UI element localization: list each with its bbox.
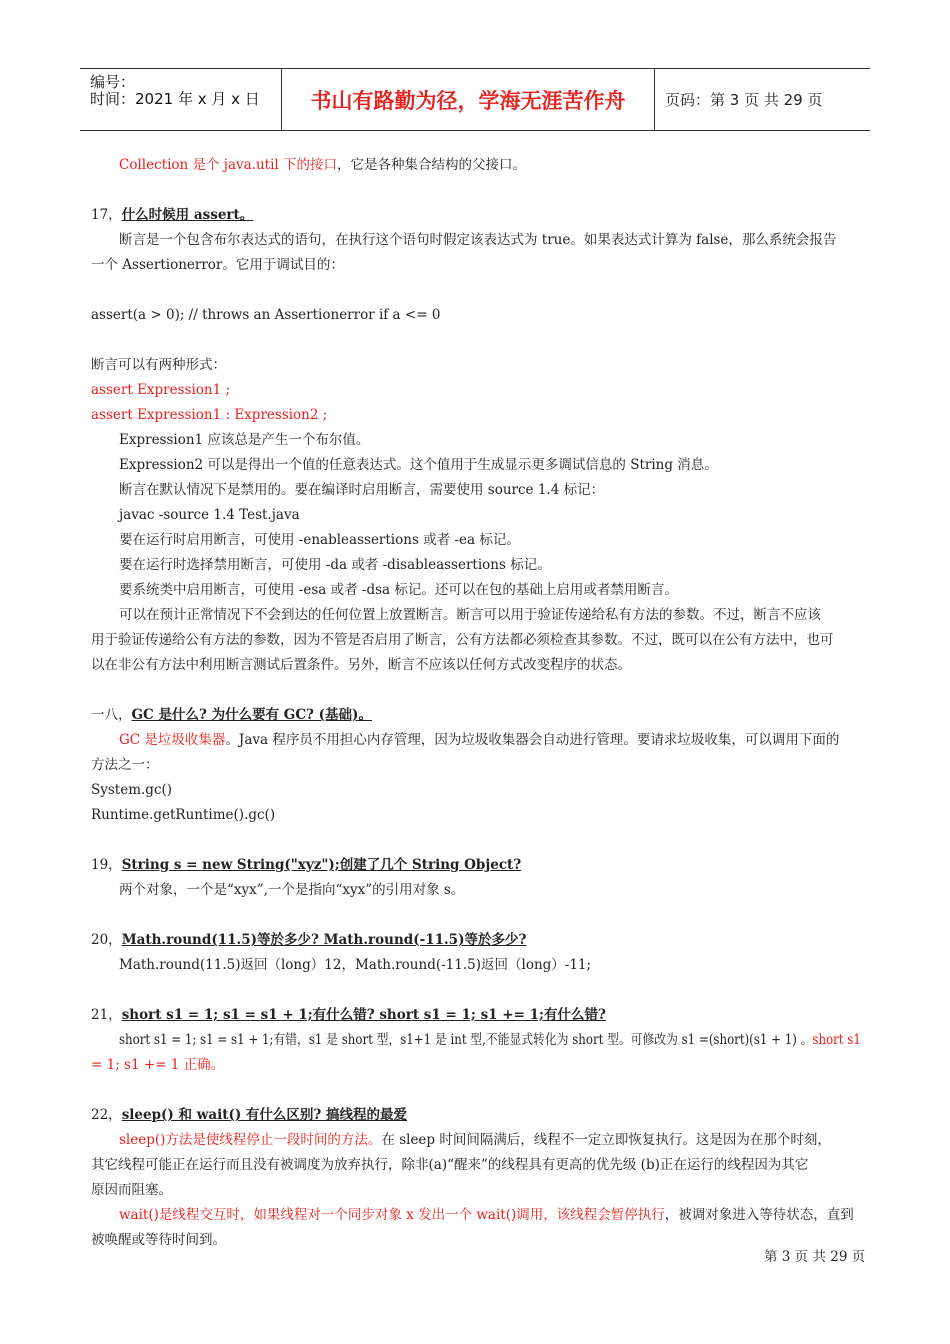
question-title: short s1 = 1; s1 = s1 + 1;有什么错? short s1 = 1; s1 += 1;有什么错? (121, 1007, 606, 1023)
paragraph-line: 其它线程可能正在运行而且没有被调度为放弃执行，除非(a)“醒来”的线程具有更高的优先级 (b)正在运行的线程因为其它 (91, 1157, 809, 1173)
paragraph-line: 用于验证传递给公有方法的参数，因为不管是否启用了断言，公有方法都必须检查其参数。不过，既可以在公有方法中，也可 (91, 632, 834, 648)
text-span: 。Java 程序员不用担心内存管理，因为垃圾收集器会自动进行管理。要请求垃圾收集，可以调用下面的 (225, 732, 840, 748)
header-meta (80, 69, 282, 130)
question-22-heading (91, 1103, 861, 1128)
question-21-heading (91, 1003, 861, 1028)
question-title: Math.round(11.5)等於多少? Math.round(-11.5)等於多少? (121, 932, 527, 948)
question-title: sleep() 和 wait() 有什么区别? 搞线程的最爱 (121, 1107, 408, 1123)
question-18-heading (91, 703, 861, 728)
question-number: 17， (91, 207, 122, 223)
paragraph-line: 要在运行时选择禁用断言，可使用 -da 或者 -disableassertions 标记。 (119, 557, 551, 573)
paragraph-line (119, 1128, 861, 1153)
text-span: 在 sleep 时间间隔满后，线程不一定立即恢复执行。这是因为在那个时刻， (381, 1132, 831, 1148)
doc-number-label: 编号： (90, 73, 136, 91)
paragraph-line: 方法之一： (91, 757, 159, 773)
paragraph-line: Expression2 可以是得出一个值的任意表达式。这个值用于生成显示更多调试信息的 String 消息。 (119, 457, 718, 473)
question-number: 20， (91, 932, 122, 948)
code-line: Runtime.getRuntime().gc() (91, 807, 276, 823)
question-17-heading (91, 203, 861, 228)
code-line: assert(a > 0); // throws an Assertionerror if a <= 0 (91, 307, 441, 323)
doc-date-label: 时间：2021 年 x 月 x 日 (90, 90, 260, 108)
page-header (80, 68, 870, 131)
text-span: ，它是各种集合结构的父接口。 (337, 157, 527, 173)
question-19-heading (91, 853, 861, 878)
code-line: assert Expression1 ; (91, 382, 231, 398)
paragraph-line: 断言是一个包含布尔表达式的语句，在执行这个语句时假定该表达式为 true。如果表达式计算为 false，那么系统会报告 (119, 232, 837, 248)
question-number: 19， (91, 857, 122, 873)
question-title: 什么时候用 assert。 (121, 207, 254, 223)
header-motto-cell (282, 69, 655, 130)
code-line: javac -source 1.4 Test.java (119, 507, 300, 523)
text-span: ，被调对象进入等待状态，直到 (664, 1207, 854, 1223)
highlight-text: sleep()方法是使线程停止一段时间的方法。 (119, 1132, 382, 1148)
code-line: System.gc() (91, 782, 173, 798)
highlight-text: short s1 (812, 1032, 861, 1048)
paragraph-line (119, 153, 861, 178)
paragraph-line: 一个 Assertionerror。它用于调试目的： (91, 257, 344, 273)
paragraph-line: Math.round(11.5)返回（long）12，Math.round(-11.5)返回（long）-11; (119, 957, 592, 973)
header-page-cell (655, 69, 870, 130)
paragraph-line (119, 1203, 861, 1228)
paragraph-line (119, 728, 861, 753)
question-20-heading (91, 928, 861, 953)
paragraph-line: 断言在默认情况下是禁用的。要在编译时启用断言，需要使用 source 1.4 标记： (119, 482, 605, 498)
paragraph-line (119, 1028, 861, 1053)
question-number: 22， (91, 1107, 122, 1123)
header-page-info: 页码：第 3 页 共 29 页 (665, 91, 823, 109)
paragraph-line: 两个对象，一个是“xyx”,一个是指向“xyx”的引用对象 s。 (119, 882, 465, 898)
paragraph-line: Expression1 应该总是产生一个布尔值。 (119, 432, 370, 448)
paragraph-line: 要在运行时启用断言，可使用 -enableassertions 或者 -ea 标记。 (119, 532, 520, 548)
highlight-text: wait()是线程交互时，如果线程对一个同步对象 x 发出一个 wait()调用，该线程会暂停执行 (119, 1207, 665, 1223)
paragraph-line: 可以在预计正常情况下不会到达的任何位置上放置断言。断言可以用于验证传递给私有方法的参数。不过，断言不应该 (119, 607, 821, 623)
paragraph-line: 以在非公有方法中利用断言测试后置条件。另外，断言不应该以任何方式改变程序的状态。 (91, 657, 631, 673)
page-footer: 第 3 页 共 29 页 (764, 1249, 866, 1265)
question-title: GC 是什么? 为什么要有 GC? (基础)。 (131, 707, 372, 723)
paragraph-line: 被唤醒或等待时间到。 (91, 1232, 226, 1248)
question-number: 21， (91, 1007, 122, 1023)
question-number: 一八， (91, 707, 132, 723)
paragraph-line: = 1; s1 += 1 正确。 (91, 1057, 225, 1073)
text-span: short s1 = 1; s1 = s1 + 1;有错，s1 是 short 型，s1+1 是 int 型,不能显式转化为 short 型。可修改为 s1 =(short)(s1 + 1) 。 (119, 1032, 813, 1048)
code-line: assert Expression1 : Expression2 ; (91, 407, 328, 423)
paragraph-line: 原因而阻塞。 (91, 1182, 172, 1198)
highlight-text: Collection 是个 java.util 下的接口 (119, 157, 338, 173)
highlight-text: GC 是垃圾收集器 (119, 732, 226, 748)
question-title: String s = new String("xyz");创建了几个 String Object? (121, 857, 522, 873)
paragraph-line: 要系统类中启用断言，可使用 -esa 或者 -dsa 标记。还可以在包的基础上启用或者禁用断言。 (119, 582, 678, 598)
paragraph-line: 断言可以有两种形式： (91, 357, 226, 373)
header-motto: 书山有路勤为径，学海无涯苦作舟 (310, 89, 626, 113)
